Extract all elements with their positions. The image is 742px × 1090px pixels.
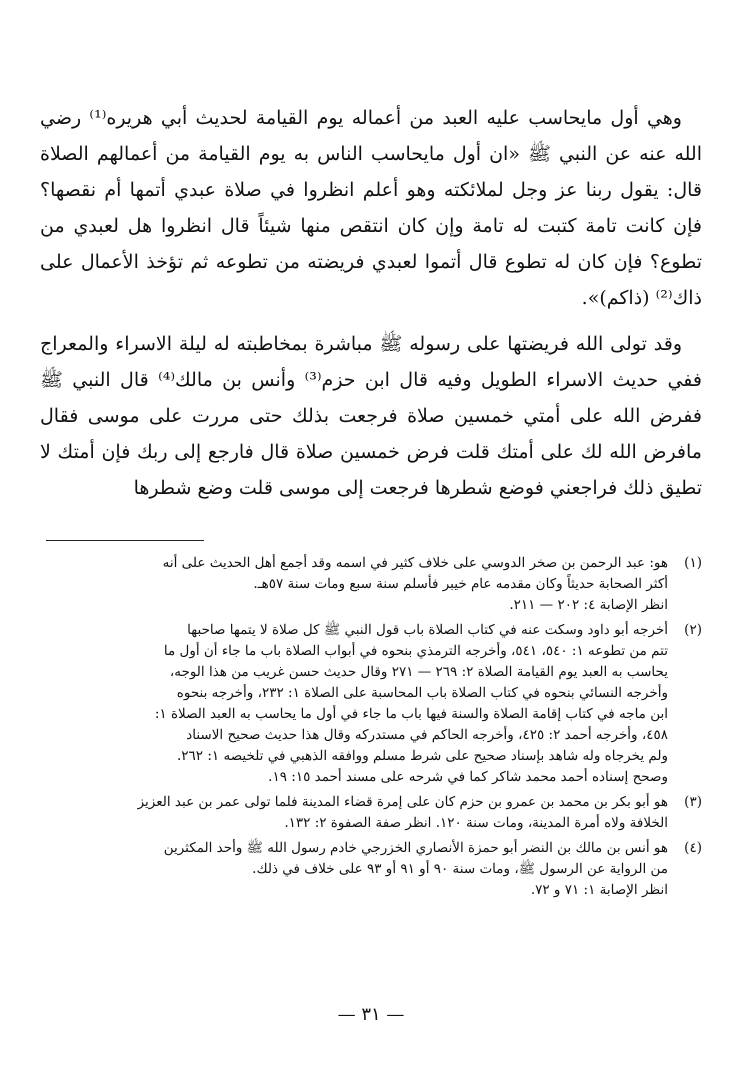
footnotes: [38, 553, 702, 905]
footnote-text: [38, 620, 668, 788]
footnote-line: وأخرجه النسائي بنحوه في كتاب الصلاة باب المحاسبة على الصلاة ١: ٢٣٢، وأخرجه بنحوه: [176, 685, 668, 701]
footnote-line: أخرجه أبو داود وسكت عنه في كتاب الصلاة باب قول النبي ﷺ كل صلاة لا يتمها صاحبها: [187, 622, 668, 638]
footnote-line: تتم من تطوعه ١: ٥٤٠، ٥٤١، وأخرجه الترمذي بنحوه في أبواب الصلاة باب ما جاء أن أول ما: [163, 643, 668, 659]
footnote: [38, 553, 702, 616]
footnote-line: هو أبو بكر بن محمد بن عمرو بن حزم كان على إمرة قضاء المدينة فلما تولى عمر بن عبد العزيز: [137, 794, 668, 810]
footnote-text: [38, 553, 668, 616]
footnote-line: هو أنس بن مالك بن النضر أبو حمزة الأنصاري الخزرجي خادم رسول الله ﷺ وأحد المكثرين: [163, 840, 668, 856]
paragraph: وهي أول مايحاسب عليه العبد من أعماله يوم القيامة لحديث أبي هريره⁽¹⁾ رضي الله عنه عن النبي ﷺ «ان أول مايحاسب الناس به يوم القيامة من أعمالهم الصلاة قال: يقول ربنا عز وجل لملائكته وهو أعلم انظروا في صلاة عبدي أتمها أم نقصها؟ فإن كانت تامة كتبت له تامة وإن كان انتقص منها شيئاً قال انظروا هل لعبدي من تطوع؟ فإن كان له تطوع قال أتموا لعبدي فريضته من تطوعه ثم تؤخذ الأعمال على ذاك⁽²⁾ (ذاكم)».: [40, 107, 702, 309]
footnote-line: أكثر الصحابة حديثاً وكان مقدمه عام خيبر فأسلم سنة سبع ومات سنة ٥٧هـ.: [253, 576, 668, 592]
footnote-line: يحاسب به العبد يوم القيامة الصلاة ٢: ٢٦٩ — ٢٧١ وقال حديث حسن غريب من هذا الوجه،: [169, 664, 668, 680]
footnote-number: (١): [684, 555, 702, 571]
footnote-number: (٣): [684, 794, 702, 810]
footnote-line: انظر الإصابة ١: ٧١ و ٧٢.: [530, 882, 668, 898]
page-number: — ٣١ —: [337, 1004, 405, 1025]
footnote-line: الخلافة ولاه أمرة المدينة، ومات سنة ١٢٠. انظر صفة الصفوة ٢: ١٣٢.: [284, 815, 668, 831]
footnote-number: (٢): [684, 622, 702, 638]
footnote-line: ابن ماجه في كتاب إقامة الصلاة والسنة فيها باب ما جاء في أول ما يحاسب به العبد الصلاة ١:: [154, 706, 668, 722]
footnote-line: انظر الإصابة ٤: ٢٠٢ — ٢١١.: [509, 597, 668, 613]
footnote-line: ولم يخرجاه وله شاهد بإسناد صحيح على شرط مسلم ووافقه الذهبي في تلخيصه ١: ٢٦٢.: [177, 748, 668, 764]
paragraph: وقد تولى الله فريضتها على رسوله ﷺ مباشرة بمخاطبته له ليلة الاسراء والمعراج ففي حديث الاسراء الطويل وفيه قال ابن حزم⁽³⁾ وأنس بن مالك⁽⁴⁾ قال النبي ﷺ ففرض الله على أمتي خمسين صلاة فرجعت بذلك حتى مررت على موسى فقال مافرض الله لك على أمتك قلت فرض خمسين صلاة قال فارجع إلى ربك فإن أمتك لا تطيق ذلك فراجعني فوضع شطرها فرجعت إلى موسى قلت وضع شطرها: [40, 333, 703, 499]
main-text: [40, 100, 702, 516]
footnote-text: [38, 792, 668, 834]
footnote-separator: [46, 540, 204, 541]
footnote: [38, 620, 702, 788]
footnote-line: من الرواية عن الرسول ﷺ، ومات سنة ٩٠ أو ٩١ أو ٩٣ على خلاف في ذلك.: [252, 861, 668, 877]
footnote-line: وصحح إسناده أحمد محمد شاكر كما في شرحه على مسند أحمد ١٥: ١٩.: [268, 769, 668, 785]
footnote: [38, 838, 702, 901]
footnote: [38, 792, 702, 834]
footnote-number: (٤): [684, 840, 702, 856]
footnote-text: [38, 838, 668, 901]
footnote-line: ٤٥٨، وأخرجه أحمد ٢: ٤٢٥، وأخرجه الحاكم في مستدركه وقال هذا حديث صحيح الاسناد: [186, 727, 668, 743]
footnote-line: هو: عبد الرحمن بن صخر الدوسي على خلاف كثير في اسمه وقد أجمع أهل الحديث على أنه: [162, 555, 668, 571]
